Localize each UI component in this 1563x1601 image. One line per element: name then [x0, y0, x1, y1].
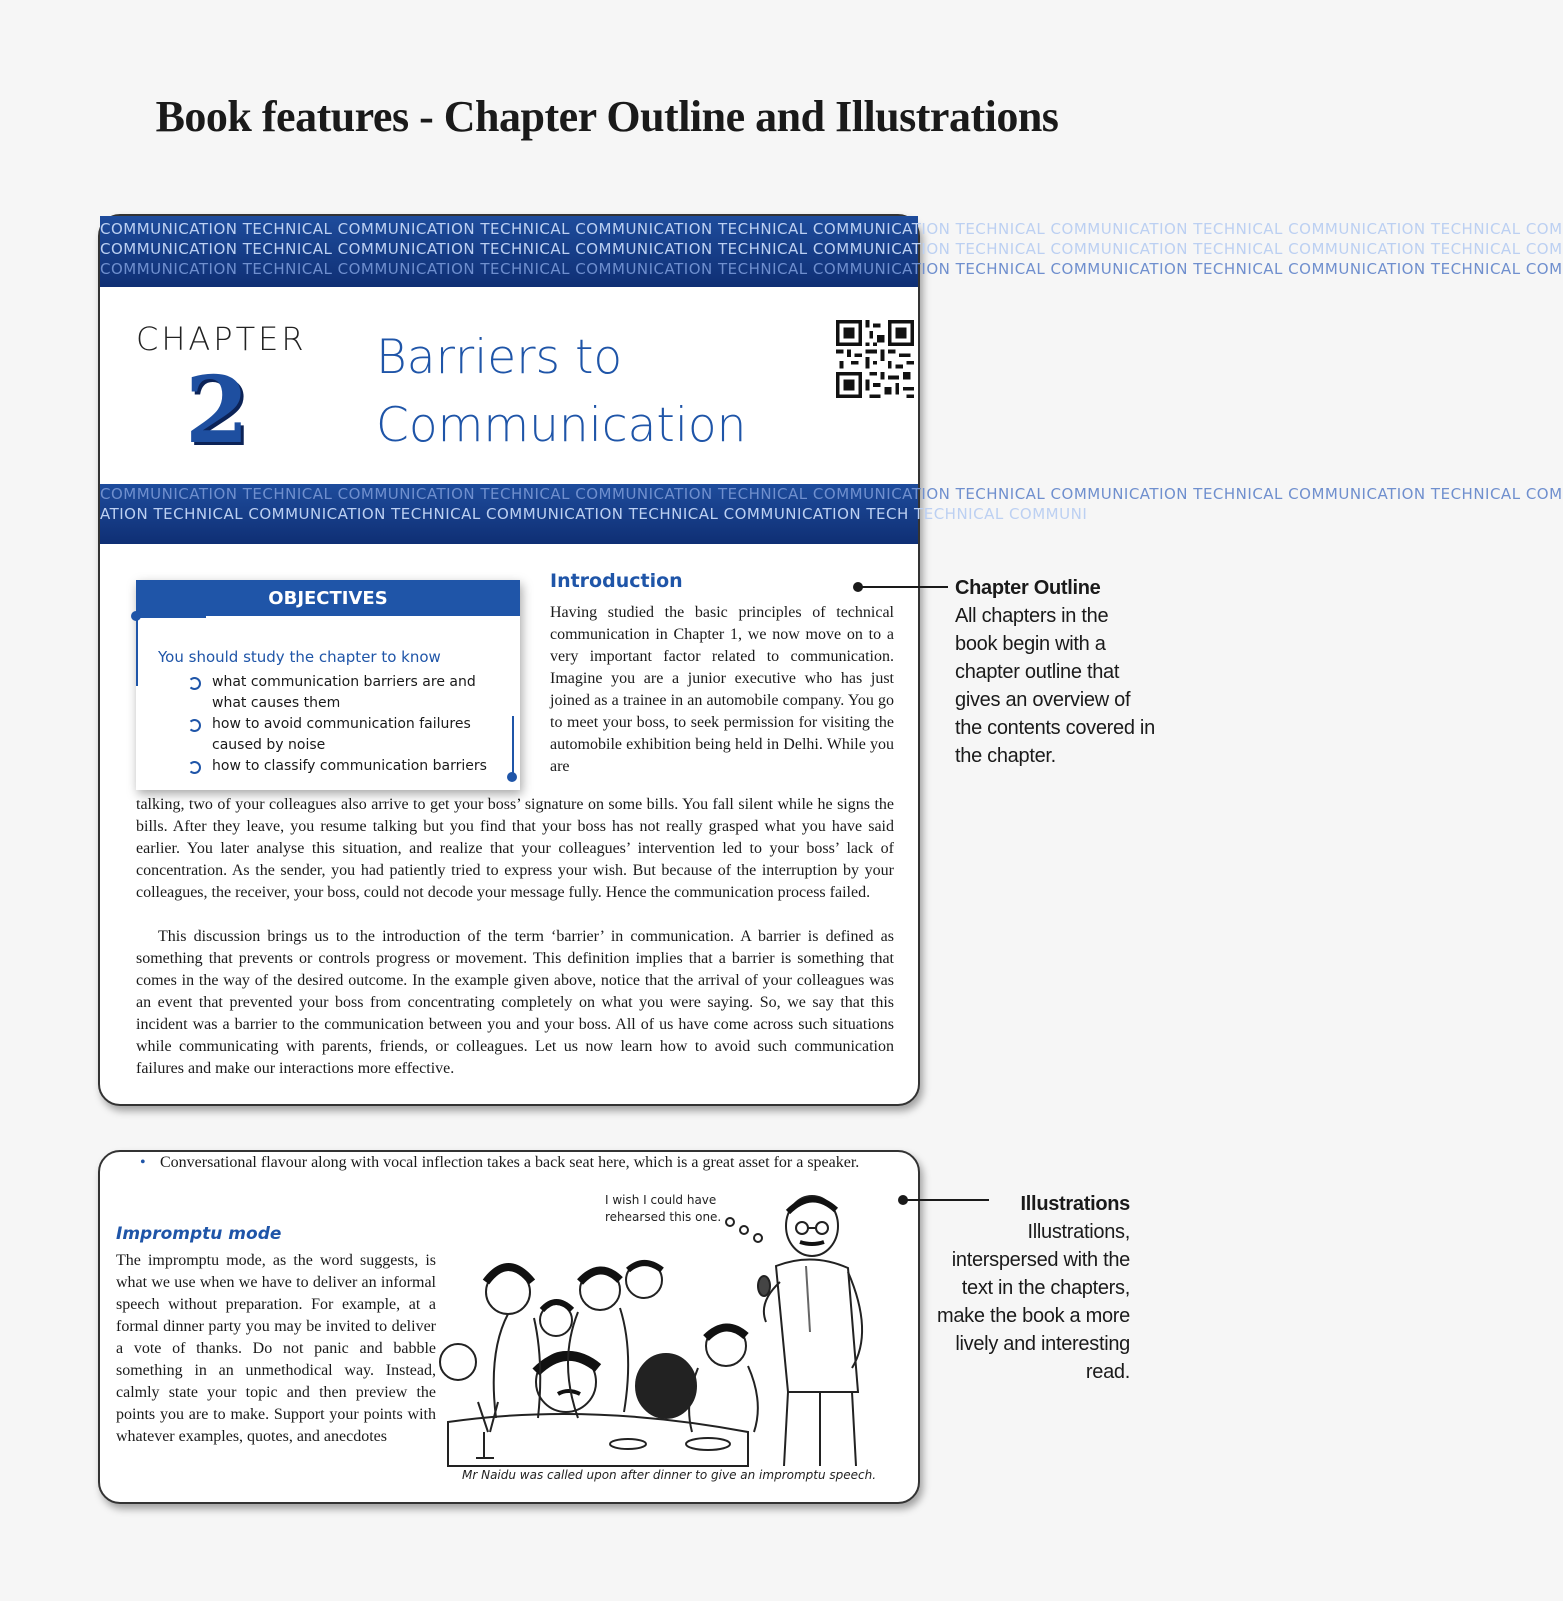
decorative-dot [131, 611, 141, 621]
thought-text: I wish I could have [605, 1193, 717, 1207]
introduction-heading: Introduction [550, 570, 683, 592]
objective-item [188, 672, 508, 714]
decorative-line [136, 616, 138, 686]
bullet-icon: • [140, 1154, 146, 1171]
objective-text: what communication barriers are and what causes them [212, 674, 476, 711]
band-text: COMMUNICATION TECHNICAL COMMUNICATION TECHNICAL COMMUNICATION TECHNICAL COMMUNICATION TECHNICAL COMMUNICATION TECHNICAL COMMUNICATION TECHNICAL COM [100, 485, 1563, 503]
illustration-caption: Mr Naidu was called upon after dinner to give an impromptu speech. [462, 1468, 877, 1482]
objectives-list [188, 672, 508, 777]
note-text: Illustrations, interspersed with the text in the chapters, make the book a more lively and interesting read. [937, 1221, 1130, 1383]
band-text: ATION TECHNICAL COMMUNICATION TECHNICAL COMMUNICATION TECHNICAL COMMUNICATION TECH TECHNICAL COMMUNI [100, 505, 1088, 523]
thought-bubble [605, 1192, 721, 1226]
bullet-text: Conversational flavour along with vocal inflection takes a back seat here, which is a great asset for a speaker. [160, 1154, 860, 1171]
objective-text: how to classify communication barriers [212, 758, 487, 774]
body-paragraph: This discussion brings us to the introduction of the term ‘barrier’ in communication. A barrier is defined as something that prevents or controls progress or movement. This definition implies that a barrier is something that comes in the way of the desired outcome. In the example given above, notice that the arrival of your colleagues was an event that prevented your boss from concentrating completely on what you were saying. So, we say that this incident was a barrier to the communication between you and your boss. All of us have come across such situations while communicating with parents, friends, or colleagues. Let us now learn how to avoid such communication failures and make our interactions more effective. [136, 928, 894, 1077]
decorative-band-top [100, 216, 1563, 287]
chapter-outline-note [955, 574, 1155, 770]
chapter-title-line1: Barriers to [376, 330, 623, 385]
objectives-box [136, 580, 520, 790]
body-paragraph: talking, two of your colleagues also arrive to get your boss’ signature on some bills. You fall silent while he signs the bills. After they leave, you resume talking but you find that your boss has not really grasped what you have said earlier. You later analyse this situation, and realize that your colleagues’ intervention led to your boss’ lack of concentration. As the sender, you had patiently tried to express your wish. But because of the interruption by your colleagues, the receiver, your boss, could not decode your message fully. Hence the communication process failed. [136, 796, 894, 901]
illustration-card [98, 1150, 920, 1504]
objective-text: how to avoid communication failures caused by noise [212, 716, 471, 753]
circle-bullet-icon [188, 761, 201, 774]
chapter-number: 2 [185, 356, 250, 464]
thought-text: rehearsed this one. [605, 1210, 722, 1224]
objective-item [188, 756, 508, 777]
band-text: COMMUNICATION TECHNICAL COMMUNICATION TECHNICAL COMMUNICATION TECHNICAL COMMUNICATION TECHNICAL COMMUNICATION TECHNICAL COMMUNICATION TECHNICAL COM [100, 220, 1563, 238]
note-text: All chapters in the book begin with a chapter outline that gives an overview of the contents covered in the chapter. [955, 605, 1155, 767]
page-title: Book features - Chapter Outline and Illustrations [155, 92, 1059, 142]
decorative-line [136, 616, 206, 618]
illustrations-note [920, 1190, 1130, 1386]
chapter-title [376, 324, 746, 460]
circle-bullet-icon [188, 719, 201, 732]
circle-bullet-icon [188, 677, 201, 690]
decorative-band-bottom [100, 484, 1563, 544]
note-heading: Chapter Outline [955, 577, 1101, 599]
callout-line [858, 586, 948, 588]
bullet-item [136, 1152, 900, 1174]
introduction-text: Having studied the basic principles of technical communication in Chapter 1, we now move on to a very important factor related to communication. Imagine you are a junior executive who has just joined as a trainee in an automobile company. You go to meet your boss, to seek permission for visiting the automobile exhibition being held in Delhi. While you are [550, 604, 894, 775]
qr-code-icon[interactable] [836, 320, 914, 398]
section-text: The impromptu mode, as the word suggests, is what we use when we have to deliver an informal speech without preparation. For example, at a formal dinner party you may be invited to deliver a vote of thanks. Do not panic and babble something in an unmethodical way. Instead, calmly state your topic and then preview the points you are to make. Support your points with whatever examples, quotes, and anecdotes [116, 1252, 436, 1445]
objectives-lead: You should study the chapter to know [158, 648, 441, 666]
objective-item [188, 714, 508, 756]
band-text: COMMUNICATION TECHNICAL COMMUNICATION TECHNICAL COMMUNICATION TECHNICAL COMMUNICATION TECHNICAL COMMUNICATION TECHNICAL COMMUNICATION TECHNICAL COM [100, 240, 1563, 258]
note-heading: Illustrations [1020, 1193, 1130, 1215]
decorative-line [512, 716, 514, 778]
chapter-title-line2: Communication [376, 398, 747, 453]
decorative-dot [507, 772, 517, 782]
band-text: COMMUNICATION TECHNICAL COMMUNICATION TECHNICAL COMMUNICATION TECHNICAL COMMUNICATION TECHNICAL COMMUNICATION TECHNICAL COMMUNICATION TECHNICAL COM [100, 260, 1563, 278]
objectives-heading: OBJECTIVES [136, 580, 520, 616]
chapter-label: CHAPTER [136, 320, 307, 358]
section-heading: Impromptu mode [116, 1224, 282, 1244]
